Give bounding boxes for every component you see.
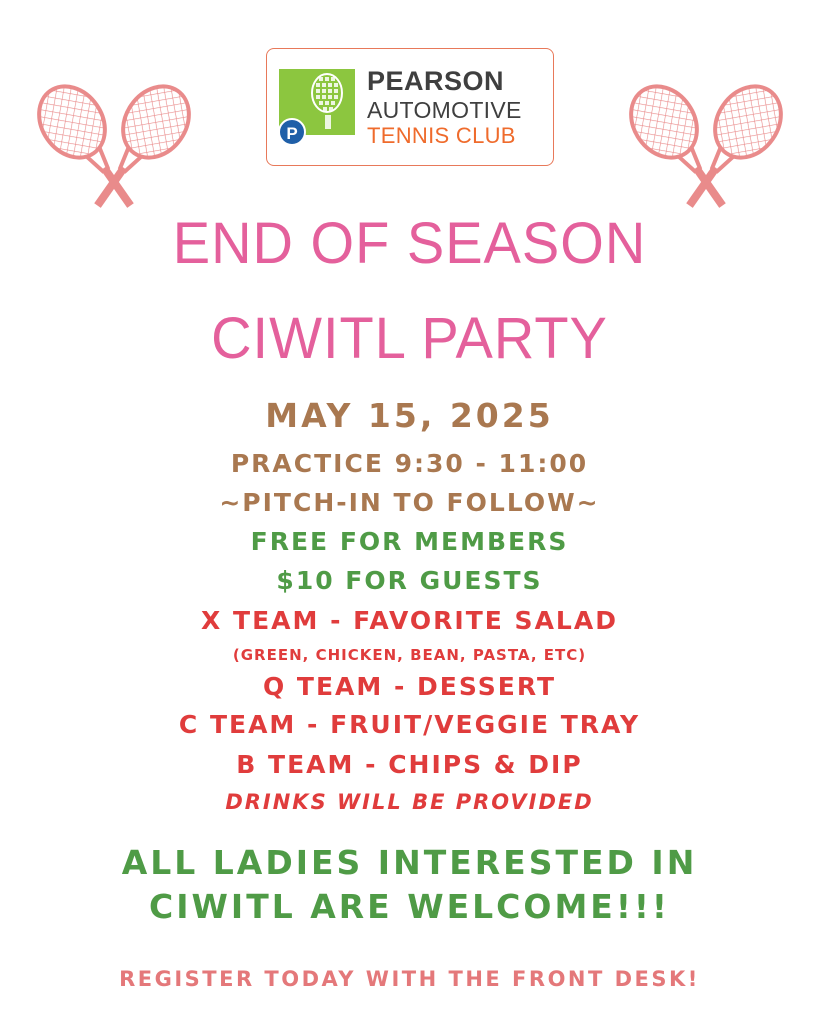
title-line-2: CIWITL PARTY <box>211 304 608 371</box>
welcome-line-2: CIWITL ARE WELCOME!!! <box>149 887 670 926</box>
drinks-note: DRINKS WILL BE PROVIDED <box>225 790 594 814</box>
crossed-rackets-left-icon <box>34 80 194 210</box>
assignment-x-team: X TEAM - FAVORITE SALAD <box>201 606 618 635</box>
club-logo <box>266 48 554 166</box>
title-line-1: END OF SEASON <box>172 209 647 276</box>
register-footer: REGISTER TODAY WITH THE FRONT DESK! <box>119 967 700 991</box>
crossed-rackets-right-icon <box>626 80 786 210</box>
assignment-b-team: B TEAM - CHIPS & DIP <box>236 750 583 779</box>
assignment-q-team: Q TEAM - DESSERT <box>262 672 557 701</box>
logo-text <box>367 65 549 149</box>
pricing-guests: $10 FOR GUESTS <box>276 566 543 595</box>
welcome-line-1: ALL LADIES INTERESTED IN <box>121 843 698 882</box>
event-date: MAY 15, 2025 <box>265 396 554 435</box>
logo-club: TENNIS CLUB <box>367 123 516 148</box>
logo-name: PEARSON <box>367 66 505 96</box>
event-pitch-in: ~PITCH-IN TO FOLLOW~ <box>219 488 600 517</box>
tennis-racket-logo-icon <box>279 69 355 147</box>
logo-badge-letter: P <box>286 124 298 143</box>
assignment-x-team-note: (GREEN, CHICKEN, BEAN, PASTA, ETC) <box>232 646 587 664</box>
pricing-members: FREE FOR MEMBERS <box>250 527 569 556</box>
event-practice: PRACTICE 9:30 - 11:00 <box>230 449 589 478</box>
logo-subtitle: AUTOMOTIVE <box>367 97 522 123</box>
assignment-c-team: C TEAM - FRUIT/VEGGIE TRAY <box>178 710 641 739</box>
